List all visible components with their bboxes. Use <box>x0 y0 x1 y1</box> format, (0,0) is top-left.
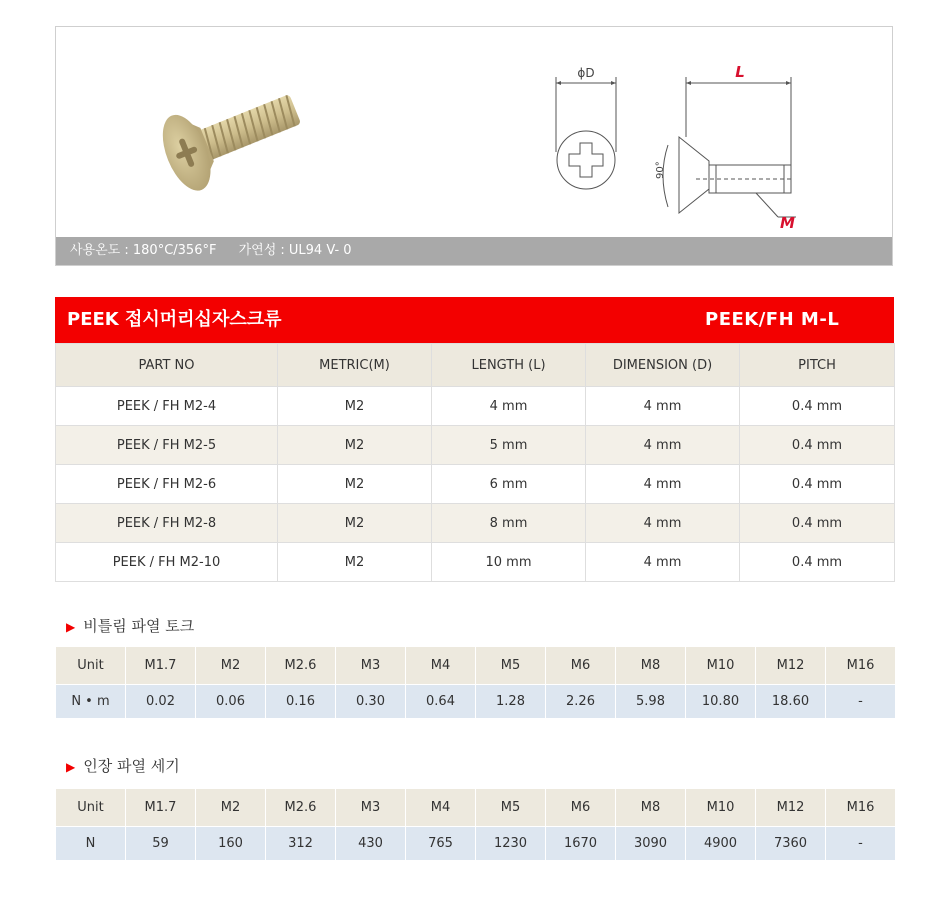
header-cell: M8 <box>616 789 686 827</box>
value-cell: 1230 <box>476 827 546 861</box>
value-cell: 4900 <box>686 827 756 861</box>
value-cell: 0.30 <box>336 685 406 719</box>
dimension-cell: 4 mm <box>586 426 740 465</box>
length-label: L <box>735 63 745 81</box>
value-cell: - <box>826 827 896 861</box>
col-pitch: PITCH <box>740 344 895 387</box>
triangle-bullet-icon: ▶ <box>66 760 76 774</box>
part-no-cell: PEEK / FH M2-5 <box>56 426 278 465</box>
header-cell: M2 <box>196 789 266 827</box>
header-cell: Unit <box>56 789 126 827</box>
header-cell: M4 <box>406 647 476 685</box>
part-no-cell: PEEK / FH M2-10 <box>56 543 278 582</box>
header-cell: M12 <box>756 647 826 685</box>
value-cell: 18.60 <box>756 685 826 719</box>
header-cell: M5 <box>476 647 546 685</box>
col-metric: METRIC(M) <box>278 344 432 387</box>
value-cell: N <box>56 827 126 861</box>
angle-label: 90° <box>655 161 666 179</box>
header-cell: M6 <box>546 647 616 685</box>
header-cell: M16 <box>826 789 896 827</box>
torque-value-row <box>56 685 896 719</box>
pitch-cell: 0.4 mm <box>740 387 895 426</box>
table-row <box>56 543 895 582</box>
flammability-spec: 가연성 : UL94 V- 0 <box>238 243 352 258</box>
tensile-section-title <box>66 755 180 776</box>
dimension-cell: 4 mm <box>586 465 740 504</box>
header-cell: M2.6 <box>266 647 336 685</box>
value-cell: 2.26 <box>546 685 616 719</box>
value-cell: 5.98 <box>616 685 686 719</box>
value-cell: 312 <box>266 827 336 861</box>
product-title: PEEK 접시머리십자스크류 <box>67 309 282 330</box>
table-row <box>56 465 895 504</box>
metric-cell: M2 <box>278 543 432 582</box>
product-code: PEEK/FH M-L <box>705 309 840 330</box>
triangle-bullet-icon: ▶ <box>66 620 76 634</box>
part-no-cell: PEEK / FH M2-6 <box>56 465 278 504</box>
header-cell: M1.7 <box>126 789 196 827</box>
length-cell: 10 mm <box>432 543 586 582</box>
metric-cell: M2 <box>278 504 432 543</box>
pitch-cell: 0.4 mm <box>740 426 895 465</box>
value-cell: 765 <box>406 827 476 861</box>
value-cell: 59 <box>126 827 196 861</box>
header-cell: M6 <box>546 789 616 827</box>
tensile-header-row <box>56 789 896 827</box>
torque-header-row <box>56 647 896 685</box>
tensile-title-text: 인장 파열 세기 <box>83 757 180 775</box>
header-cell: M1.7 <box>126 647 196 685</box>
metric-cell: M2 <box>278 426 432 465</box>
col-dimension: DIMENSION (D) <box>586 344 740 387</box>
product-image-panel <box>55 26 893 266</box>
thread-label: M <box>780 214 795 232</box>
dimension-cell: 4 mm <box>586 543 740 582</box>
spec-table <box>55 343 895 582</box>
value-cell: 10.80 <box>686 685 756 719</box>
table-row <box>56 426 895 465</box>
length-cell: 5 mm <box>432 426 586 465</box>
value-cell: 3090 <box>616 827 686 861</box>
torque-table <box>55 646 896 719</box>
part-no-cell: PEEK / FH M2-4 <box>56 387 278 426</box>
value-cell: 430 <box>336 827 406 861</box>
diameter-label: ϕD <box>577 66 595 80</box>
value-cell: 160 <box>196 827 266 861</box>
part-no-cell: PEEK / FH M2-8 <box>56 504 278 543</box>
header-cell: M2 <box>196 647 266 685</box>
value-cell: N • m <box>56 685 126 719</box>
spec-caption-bar <box>56 237 892 265</box>
dimension-cell: 4 mm <box>586 504 740 543</box>
header-cell: M3 <box>336 789 406 827</box>
technical-drawing <box>546 57 816 232</box>
pitch-cell: 0.4 mm <box>740 465 895 504</box>
pitch-cell: 0.4 mm <box>740 504 895 543</box>
value-cell: 1670 <box>546 827 616 861</box>
header-cell: Unit <box>56 647 126 685</box>
table-row <box>56 504 895 543</box>
header-cell: M4 <box>406 789 476 827</box>
value-cell: 0.64 <box>406 685 476 719</box>
tensile-table <box>55 788 896 861</box>
col-length: LENGTH (L) <box>432 344 586 387</box>
col-part-no: PART NO <box>56 344 278 387</box>
header-cell: M16 <box>826 647 896 685</box>
header-cell: M12 <box>756 789 826 827</box>
tensile-value-row <box>56 827 896 861</box>
spec-table-header <box>55 297 894 343</box>
metric-cell: M2 <box>278 387 432 426</box>
header-cell: M10 <box>686 647 756 685</box>
length-cell: 4 mm <box>432 387 586 426</box>
header-cell: M2.6 <box>266 789 336 827</box>
value-cell: 0.02 <box>126 685 196 719</box>
length-cell: 6 mm <box>432 465 586 504</box>
header-cell: M8 <box>616 647 686 685</box>
metric-cell: M2 <box>278 465 432 504</box>
header-cell: M10 <box>686 789 756 827</box>
temperature-spec: 사용온도 : 180°C/356°F <box>70 243 217 258</box>
value-cell: 7360 <box>756 827 826 861</box>
value-cell: 0.16 <box>266 685 336 719</box>
screw-photo <box>146 77 316 197</box>
header-cell: M3 <box>336 647 406 685</box>
dimension-cell: 4 mm <box>586 387 740 426</box>
spec-header-row <box>56 344 895 387</box>
table-row <box>56 387 895 426</box>
value-cell: 0.06 <box>196 685 266 719</box>
value-cell: - <box>826 685 896 719</box>
torque-title-text: 비틀림 파열 토크 <box>83 617 195 635</box>
value-cell: 1.28 <box>476 685 546 719</box>
torque-section-title <box>66 615 194 636</box>
pitch-cell: 0.4 mm <box>740 543 895 582</box>
header-cell: M5 <box>476 789 546 827</box>
length-cell: 8 mm <box>432 504 586 543</box>
